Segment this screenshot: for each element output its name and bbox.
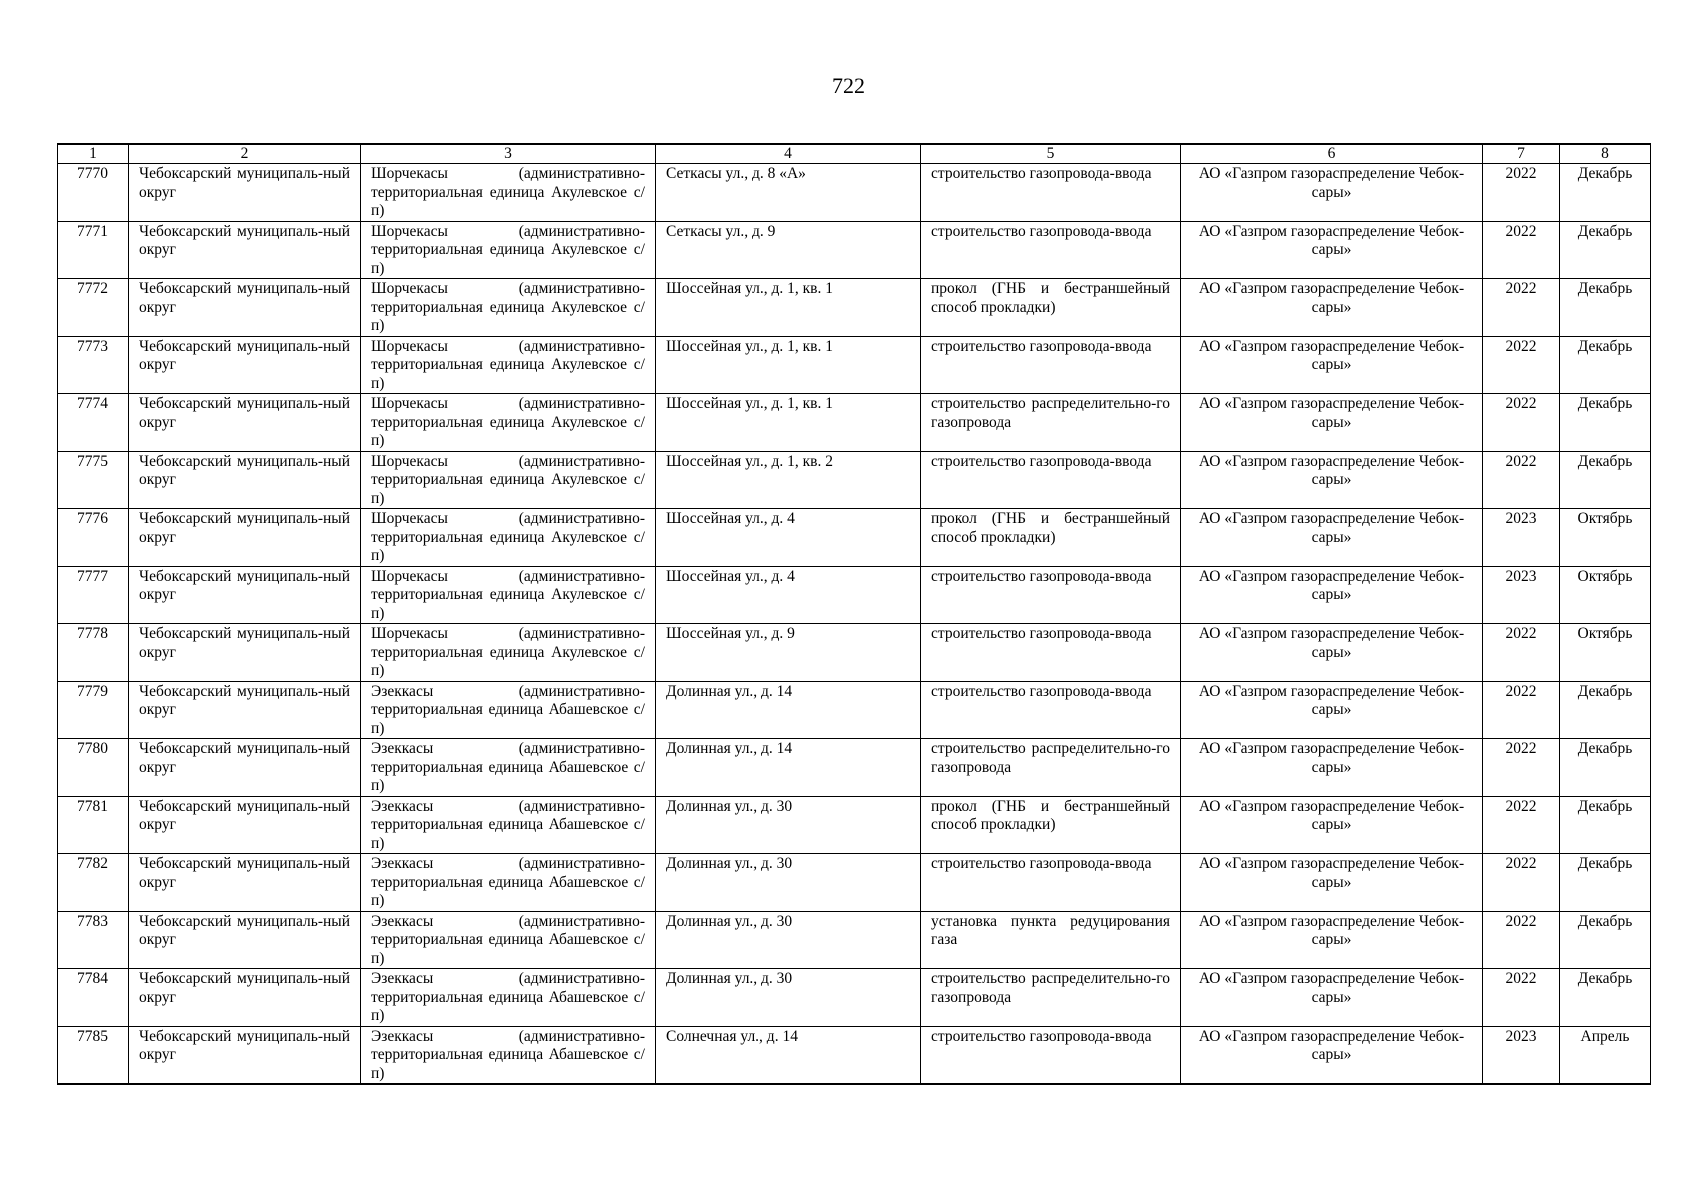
month-cell: Декабрь — [1560, 279, 1651, 337]
month-cell: Октябрь — [1560, 509, 1651, 567]
month-cell: Декабрь — [1560, 164, 1651, 222]
district-cell: Чебоксарский муниципаль-ный округ — [129, 394, 361, 452]
organization-cell: АО «Газпром газораспределение Чебок-сары» — [1181, 451, 1483, 509]
table-row — [58, 739, 1651, 797]
row-number: 7770 — [58, 164, 129, 222]
table-row — [58, 796, 1651, 854]
row-number: 7778 — [58, 624, 129, 682]
table-row — [58, 451, 1651, 509]
header-row — [58, 144, 1651, 164]
year-cell: 2022 — [1483, 624, 1560, 682]
month-cell: Декабрь — [1560, 451, 1651, 509]
row-number: 7776 — [58, 509, 129, 567]
district-cell: Чебоксарский муниципаль-ный округ — [129, 854, 361, 912]
address-cell: Шоссейная ул., д. 1, кв. 2 — [656, 451, 921, 509]
table-row — [58, 566, 1651, 624]
row-number: 7777 — [58, 566, 129, 624]
month-cell: Октябрь — [1560, 566, 1651, 624]
work-type-cell: строительство газопровода-ввода — [921, 566, 1181, 624]
locality-cell: Шорчекасы (административно-территориальная единица Акулевское с/п) — [361, 394, 656, 452]
address-cell: Шоссейная ул., д. 4 — [656, 509, 921, 567]
month-cell: Декабрь — [1560, 854, 1651, 912]
year-cell: 2022 — [1483, 796, 1560, 854]
row-number: 7781 — [58, 796, 129, 854]
district-cell: Чебоксарский муниципаль-ный округ — [129, 336, 361, 394]
table-header — [58, 144, 1651, 164]
organization-cell: АО «Газпром газораспределение Чебок-сары» — [1181, 969, 1483, 1027]
locality-cell: Эзеккасы (административно-территориальная единица Абашевское с/п) — [361, 739, 656, 797]
organization-cell: АО «Газпром газораспределение Чебок-сары» — [1181, 221, 1483, 279]
row-number: 7774 — [58, 394, 129, 452]
address-cell: Долинная ул., д. 30 — [656, 796, 921, 854]
year-cell: 2022 — [1483, 279, 1560, 337]
address-cell: Долинная ул., д. 30 — [656, 911, 921, 969]
row-number: 7785 — [58, 1026, 129, 1084]
table-row — [58, 681, 1651, 739]
column-header-1: 1 — [58, 144, 129, 164]
locality-cell: Шорчекасы (административно-территориальная единица Акулевское с/п) — [361, 221, 656, 279]
work-type-cell: строительство газопровода-ввода — [921, 221, 1181, 279]
row-number: 7773 — [58, 336, 129, 394]
organization-cell: АО «Газпром газораспределение Чебок-сары» — [1181, 739, 1483, 797]
work-type-cell: строительство газопровода-ввода — [921, 854, 1181, 912]
work-type-cell: прокол (ГНБ и бестраншейный способ прокладки) — [921, 796, 1181, 854]
locality-cell: Эзеккасы (административно-территориальная единица Абашевское с/п) — [361, 681, 656, 739]
month-cell: Апрель — [1560, 1026, 1651, 1084]
locality-cell: Эзеккасы (административно-территориальная единица Абашевское с/п) — [361, 1026, 656, 1084]
address-cell: Долинная ул., д. 30 — [656, 969, 921, 1027]
address-cell: Шоссейная ул., д. 1, кв. 1 — [656, 394, 921, 452]
district-cell: Чебоксарский муниципаль-ный округ — [129, 509, 361, 567]
locality-cell: Шорчекасы (административно-территориальная единица Акулевское с/п) — [361, 164, 656, 222]
organization-cell: АО «Газпром газораспределение Чебок-сары» — [1181, 164, 1483, 222]
locality-cell: Эзеккасы (административно-территориальная единица Абашевское с/п) — [361, 854, 656, 912]
work-type-cell: прокол (ГНБ и бестраншейный способ прокладки) — [921, 279, 1181, 337]
year-cell: 2023 — [1483, 566, 1560, 624]
table-row — [58, 854, 1651, 912]
month-cell: Декабрь — [1560, 969, 1651, 1027]
work-type-cell: строительство газопровода-ввода — [921, 451, 1181, 509]
work-type-cell: строительство распределительно-го газопровода — [921, 739, 1181, 797]
month-cell: Декабрь — [1560, 739, 1651, 797]
year-cell: 2022 — [1483, 451, 1560, 509]
locality-cell: Эзеккасы (административно-территориальная единица Абашевское с/п) — [361, 911, 656, 969]
year-cell: 2022 — [1483, 221, 1560, 279]
work-type-cell: строительство распределительно-го газопровода — [921, 394, 1181, 452]
work-type-cell: строительство распределительно-го газопровода — [921, 969, 1181, 1027]
address-cell: Шоссейная ул., д. 1, кв. 1 — [656, 336, 921, 394]
address-cell: Сеткасы ул., д. 8 «А» — [656, 164, 921, 222]
column-header-4: 4 — [656, 144, 921, 164]
table-row — [58, 221, 1651, 279]
year-cell: 2023 — [1483, 509, 1560, 567]
column-header-5: 5 — [921, 144, 1181, 164]
row-number: 7771 — [58, 221, 129, 279]
address-cell: Шоссейная ул., д. 1, кв. 1 — [656, 279, 921, 337]
organization-cell: АО «Газпром газораспределение Чебок-сары» — [1181, 1026, 1483, 1084]
column-header-2: 2 — [129, 144, 361, 164]
month-cell: Декабрь — [1560, 911, 1651, 969]
table-row — [58, 1026, 1651, 1084]
district-cell: Чебоксарский муниципаль-ный округ — [129, 739, 361, 797]
month-cell: Декабрь — [1560, 394, 1651, 452]
work-type-cell: прокол (ГНБ и бестраншейный способ прокладки) — [921, 509, 1181, 567]
organization-cell: АО «Газпром газораспределение Чебок-сары» — [1181, 336, 1483, 394]
district-cell: Чебоксарский муниципаль-ный округ — [129, 164, 361, 222]
row-number: 7784 — [58, 969, 129, 1027]
district-cell: Чебоксарский муниципаль-ный округ — [129, 969, 361, 1027]
organization-cell: АО «Газпром газораспределение Чебок-сары» — [1181, 796, 1483, 854]
work-type-cell: строительство газопровода-ввода — [921, 164, 1181, 222]
organization-cell: АО «Газпром газораспределение Чебок-сары» — [1181, 681, 1483, 739]
page-number: 722 — [832, 73, 865, 98]
work-type-cell: строительство газопровода-ввода — [921, 1026, 1181, 1084]
district-cell: Чебоксарский муниципаль-ный округ — [129, 911, 361, 969]
column-header-6: 6 — [1181, 144, 1483, 164]
organization-cell: АО «Газпром газораспределение Чебок-сары» — [1181, 394, 1483, 452]
table-row — [58, 624, 1651, 682]
month-cell: Декабрь — [1560, 221, 1651, 279]
year-cell: 2022 — [1483, 164, 1560, 222]
year-cell: 2022 — [1483, 911, 1560, 969]
year-cell: 2022 — [1483, 681, 1560, 739]
district-cell: Чебоксарский муниципаль-ный округ — [129, 624, 361, 682]
district-cell: Чебоксарский муниципаль-ный округ — [129, 566, 361, 624]
district-cell: Чебоксарский муниципаль-ный округ — [129, 796, 361, 854]
column-header-8: 8 — [1560, 144, 1651, 164]
row-number: 7782 — [58, 854, 129, 912]
organization-cell: АО «Газпром газораспределение Чебок-сары» — [1181, 854, 1483, 912]
locality-cell: Шорчекасы (административно-территориальная единица Акулевское с/п) — [361, 624, 656, 682]
locality-cell: Шорчекасы (административно-территориальная единица Акулевское с/п) — [361, 566, 656, 624]
row-number: 7775 — [58, 451, 129, 509]
year-cell: 2023 — [1483, 1026, 1560, 1084]
table-row — [58, 336, 1651, 394]
row-number: 7779 — [58, 681, 129, 739]
work-type-cell: установка пункта редуцирования газа — [921, 911, 1181, 969]
organization-cell: АО «Газпром газораспределение Чебок-сары» — [1181, 279, 1483, 337]
organization-cell: АО «Газпром газораспределение Чебок-сары» — [1181, 509, 1483, 567]
address-cell: Долинная ул., д. 14 — [656, 681, 921, 739]
month-cell: Декабрь — [1560, 336, 1651, 394]
month-cell: Декабрь — [1560, 681, 1651, 739]
address-cell: Солнечная ул., д. 14 — [656, 1026, 921, 1084]
table-row — [58, 164, 1651, 222]
district-cell: Чебоксарский муниципаль-ный округ — [129, 681, 361, 739]
district-cell: Чебоксарский муниципаль-ный округ — [129, 1026, 361, 1084]
locality-cell: Эзеккасы (административно-территориальная единица Абашевское с/п) — [361, 969, 656, 1027]
work-type-cell: строительство газопровода-ввода — [921, 336, 1181, 394]
organization-cell: АО «Газпром газораспределение Чебок-сары» — [1181, 911, 1483, 969]
table-row — [58, 969, 1651, 1027]
table-row — [58, 394, 1651, 452]
month-cell: Октябрь — [1560, 624, 1651, 682]
table-row — [58, 911, 1651, 969]
work-type-cell: строительство газопровода-ввода — [921, 681, 1181, 739]
address-cell: Долинная ул., д. 14 — [656, 739, 921, 797]
locality-cell: Шорчекасы (административно-территориальная единица Акулевское с/п) — [361, 279, 656, 337]
column-header-3: 3 — [361, 144, 656, 164]
locality-cell: Шорчекасы (административно-территориальная единица Акулевское с/п) — [361, 336, 656, 394]
locality-cell: Шорчекасы (административно-территориальная единица Акулевское с/п) — [361, 509, 656, 567]
row-number: 7772 — [58, 279, 129, 337]
organization-cell: АО «Газпром газораспределение Чебок-сары» — [1181, 624, 1483, 682]
locality-cell: Эзеккасы (административно-территориальная единица Абашевское с/п) — [361, 796, 656, 854]
column-header-7: 7 — [1483, 144, 1560, 164]
district-cell: Чебоксарский муниципаль-ный округ — [129, 451, 361, 509]
year-cell: 2022 — [1483, 969, 1560, 1027]
table-row — [58, 279, 1651, 337]
locality-cell: Шорчекасы (административно-территориальная единица Акулевское с/п) — [361, 451, 656, 509]
month-cell: Декабрь — [1560, 796, 1651, 854]
row-number: 7780 — [58, 739, 129, 797]
district-cell: Чебоксарский муниципаль-ный округ — [129, 221, 361, 279]
registry-table — [57, 143, 1651, 1085]
row-number: 7783 — [58, 911, 129, 969]
year-cell: 2022 — [1483, 336, 1560, 394]
address-cell: Шоссейная ул., д. 4 — [656, 566, 921, 624]
table-body — [58, 164, 1651, 1085]
work-type-cell: строительство газопровода-ввода — [921, 624, 1181, 682]
table-row — [58, 509, 1651, 567]
address-cell: Долинная ул., д. 30 — [656, 854, 921, 912]
organization-cell: АО «Газпром газораспределение Чебок-сары» — [1181, 566, 1483, 624]
year-cell: 2022 — [1483, 394, 1560, 452]
district-cell: Чебоксарский муниципаль-ный округ — [129, 279, 361, 337]
year-cell: 2022 — [1483, 854, 1560, 912]
year-cell: 2022 — [1483, 739, 1560, 797]
address-cell: Шоссейная ул., д. 9 — [656, 624, 921, 682]
address-cell: Сеткасы ул., д. 9 — [656, 221, 921, 279]
